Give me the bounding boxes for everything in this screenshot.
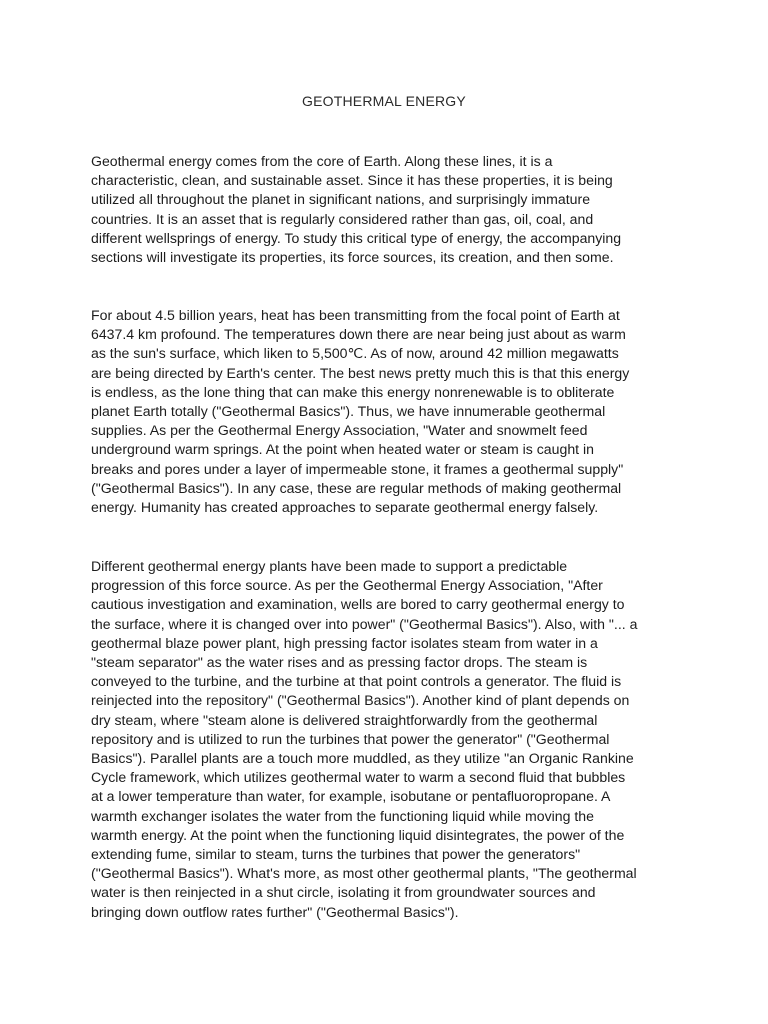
text-line: different wellsprings of energy. To study this critical type of energy, the accompanying [91,229,622,246]
text-line: conveyed to the turbine, and the turbine at that point controls a generator. The fluid is [91,673,622,690]
text-line: is endless, as the lone thing that can make this energy nonrenewable is to obliterate [91,383,615,400]
paragraph-introduction [91,152,691,267]
text-line: ("Geothermal Basics"). In any case, these are regular methods of making geothermal [91,479,622,496]
text-line: countries. It is an asset that is regularly considered rather than gas, oil, coal, and [91,210,594,227]
text-line: are being directed by Earth's center. The best news pretty much this is that this energy [91,364,630,381]
text-line: For about 4.5 billion years, heat has been transmitting from the focal point of Earth at [91,307,620,323]
text-line: breaks and pores under a layer of impermeable stone, it frames a geothermal supply" [91,460,624,477]
text-line: supplies. As per the Geothermal Energy Association, "Water and snowmelt feed [91,422,588,439]
text-line: progression of this force source. As per the Geothermal Energy Association, "After [91,577,603,594]
text-line: sections will investigate its properties, its force sources, its creation, and then some. [91,249,614,266]
text-line: energy. Humanity has created approaches to separate geothermal energy falsely. [91,499,599,516]
text-line: dry steam, where "steam alone is delivered straightforwardly from the geothermal [91,711,598,728]
paragraph-power-plants [91,557,691,922]
text-line: repository and is utilized to run the turbines that power the generator" ("Geothermal [91,730,610,747]
text-line: the surface, where it is changed over into power" ("Geothermal Basics"). Also, with "... a [91,615,638,632]
text-line: geothermal blaze power plant, high pressing factor isolates steam from water in a [91,634,598,651]
text-line: reinjected into the repository" ("Geothermal Basics"). Another kind of plant depends on [91,692,630,709]
text-line: ("Geothermal Basics"). What's more, as most other geothermal plants, "The geothermal [91,865,637,882]
document-title: GEOTHERMAL ENERGY [302,93,466,109]
text-line: as the sun's surface, which liken to 5,500℃. As of now, around 42 million megawatts [91,345,619,362]
text-line: Geothermal energy comes from the core of Earth. Along these lines, it is a [91,153,553,169]
text-line: "steam separator" as the water rises and as pressing factor drops. The steam is [91,654,588,671]
text-line: planet Earth totally ("Geothermal Basics"). Thus, we have innumerable geothermal [91,403,606,420]
text-line: Basics"). Parallel plants are a touch more muddled, as they utilize "an Organic Rankine [91,750,634,767]
text-line: Different geothermal energy plants have been made to support a predictable [91,558,568,574]
text-line: Cycle framework, which utilizes geothermal water to warm a second fluid that bubbles [91,769,626,786]
text-line: underground warm springs. At the point when heated water or steam is caught in [91,441,594,458]
text-line: extending fume, similar to steam, turns the turbines that power the generators" [91,846,581,863]
text-line: at a lower temperature than water, for example, isobutane or pentafluoropropane. A [91,788,611,805]
paragraph-heat-source [91,306,691,517]
text-line: warmth exchanger isolates the water from the functioning liquid while moving the [91,807,594,824]
text-line: bringing down outflow rates further" ("Geothermal Basics"). [91,903,459,920]
text-line: utilized all throughout the planet in significant nations, and surprisingly immature [91,191,591,208]
text-line: characteristic, clean, and sustainable asset. Since it has these properties, it is being [91,172,613,189]
text-line: cautious investigation and examination, wells are bored to carry geothermal energy to [91,596,625,613]
text-line: water is then reinjected in a shut circle, isolating it from groundwater sources and [91,884,596,901]
text-line: 6437.4 km profound. The temperatures down there are near being just about as warm [91,326,626,343]
text-line: warmth energy. At the point when the functioning liquid disintegrates, the power of the [91,826,625,843]
